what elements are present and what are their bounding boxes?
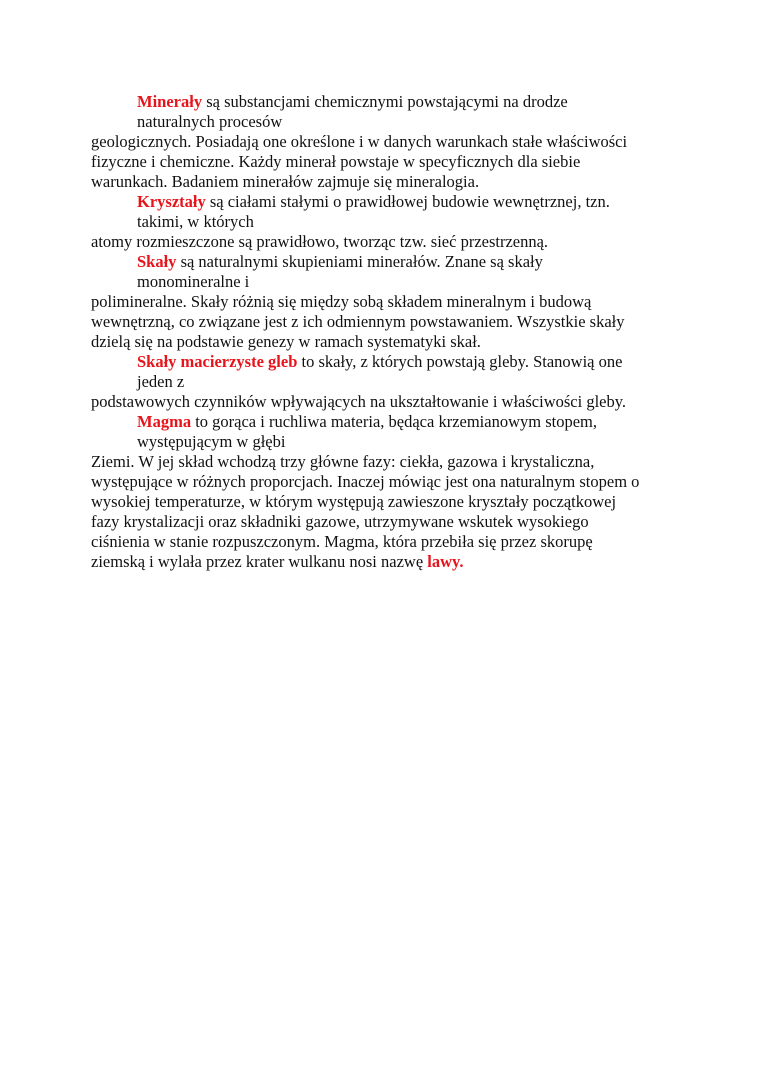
paragraph-minerals-line-1: Minerały są substancjami chemicznymi powstającymi na drodze: [137, 92, 568, 111]
paragraph-magma-line-1: Magma to gorąca i ruchliwa materia, będąca krzemianowym stopem,: [137, 412, 597, 431]
paragraph-crystals-line-3: atomy rozmieszczone są prawidłowo, tworząc tzw. sieć przestrzenną.: [91, 232, 549, 251]
paragraph-minerals-line-2: naturalnych procesów: [137, 112, 283, 131]
paragraph-magma-line-3: Ziemi. W jej skład wchodzą trzy główne fazy: ciekła, gazowa i krystaliczna,: [91, 452, 595, 471]
paragraph-parent-rocks-line-3: podstawowych czynników wpływających na ukształtowanie i właściwości gleby.: [91, 392, 627, 411]
paragraph-rocks-line-1: Skały są naturalnymi skupieniami minerałów. Znane są skały: [137, 252, 543, 271]
paragraph-rocks-line-5: dzielą się na podstawie genezy w ramach systematyki skał.: [91, 332, 481, 351]
paragraph-magma-line-2: występującym w głębi: [137, 432, 286, 451]
term-crystals: Kryształy: [137, 192, 206, 211]
paragraph-minerals-line-3: geologicznych. Posiadają one określone i w danych warunkach stałe właściwości: [91, 132, 628, 151]
paragraph-magma-line-4: występujące w różnych proporcjach. Inaczej mówiąc jest ona naturalnym stopem o: [91, 472, 640, 491]
paragraph-minerals-line-5: warunkach. Badaniem minerałów zajmuje się mineralogia.: [91, 172, 480, 191]
term-parent-rocks: Skały macierzyste gleb: [137, 352, 298, 371]
term-magma: Magma: [137, 412, 192, 431]
paragraph-crystals-line-2: takimi, w których: [137, 212, 254, 231]
paragraph-rocks-line-4: wewnętrzną, co związane jest z ich odmiennym powstawaniem. Wszystkie skały: [91, 312, 625, 331]
paragraph-rocks-line-3: polimineralne. Skały różnią się między sobą składem mineralnym i budową: [91, 292, 592, 311]
paragraph-crystals-line-1: Kryształy są ciałami stałymi o prawidłowej budowie wewnętrznej, tzn.: [137, 192, 610, 211]
term-minerals: Minerały: [137, 92, 203, 111]
term-rocks: Skały: [137, 252, 177, 271]
paragraph-magma-line-7: ciśnienia w stanie rozpuszczonym. Magma, która przebiła się przez skorupę: [91, 532, 593, 551]
paragraph-parent-rocks-line-1: Skały macierzyste gleb to skały, z których powstają gleby. Stanowią one: [137, 352, 623, 371]
paragraph-parent-rocks-line-2: jeden z: [137, 372, 185, 391]
paragraph-minerals-line-4: fizyczne i chemiczne. Każdy minerał powstaje w specyficznych dla siebie: [91, 152, 581, 171]
paragraph-magma-line-6: fazy krystalizacji oraz składniki gazowe, utrzymywane wskutek wysokiego: [91, 512, 589, 531]
paragraph-magma-line-5: wysokiej temperaturze, w którym występują zawieszone kryształy początkowej: [91, 492, 617, 511]
term-lava: lawy: [427, 552, 460, 571]
paragraph-rocks-line-2: monomineralne i: [137, 272, 250, 291]
end-punctuation: .: [459, 552, 464, 571]
paragraph-magma-line-8: ziemską i wylała przez krater wulkanu nosi nazwę lawy.: [91, 552, 464, 571]
